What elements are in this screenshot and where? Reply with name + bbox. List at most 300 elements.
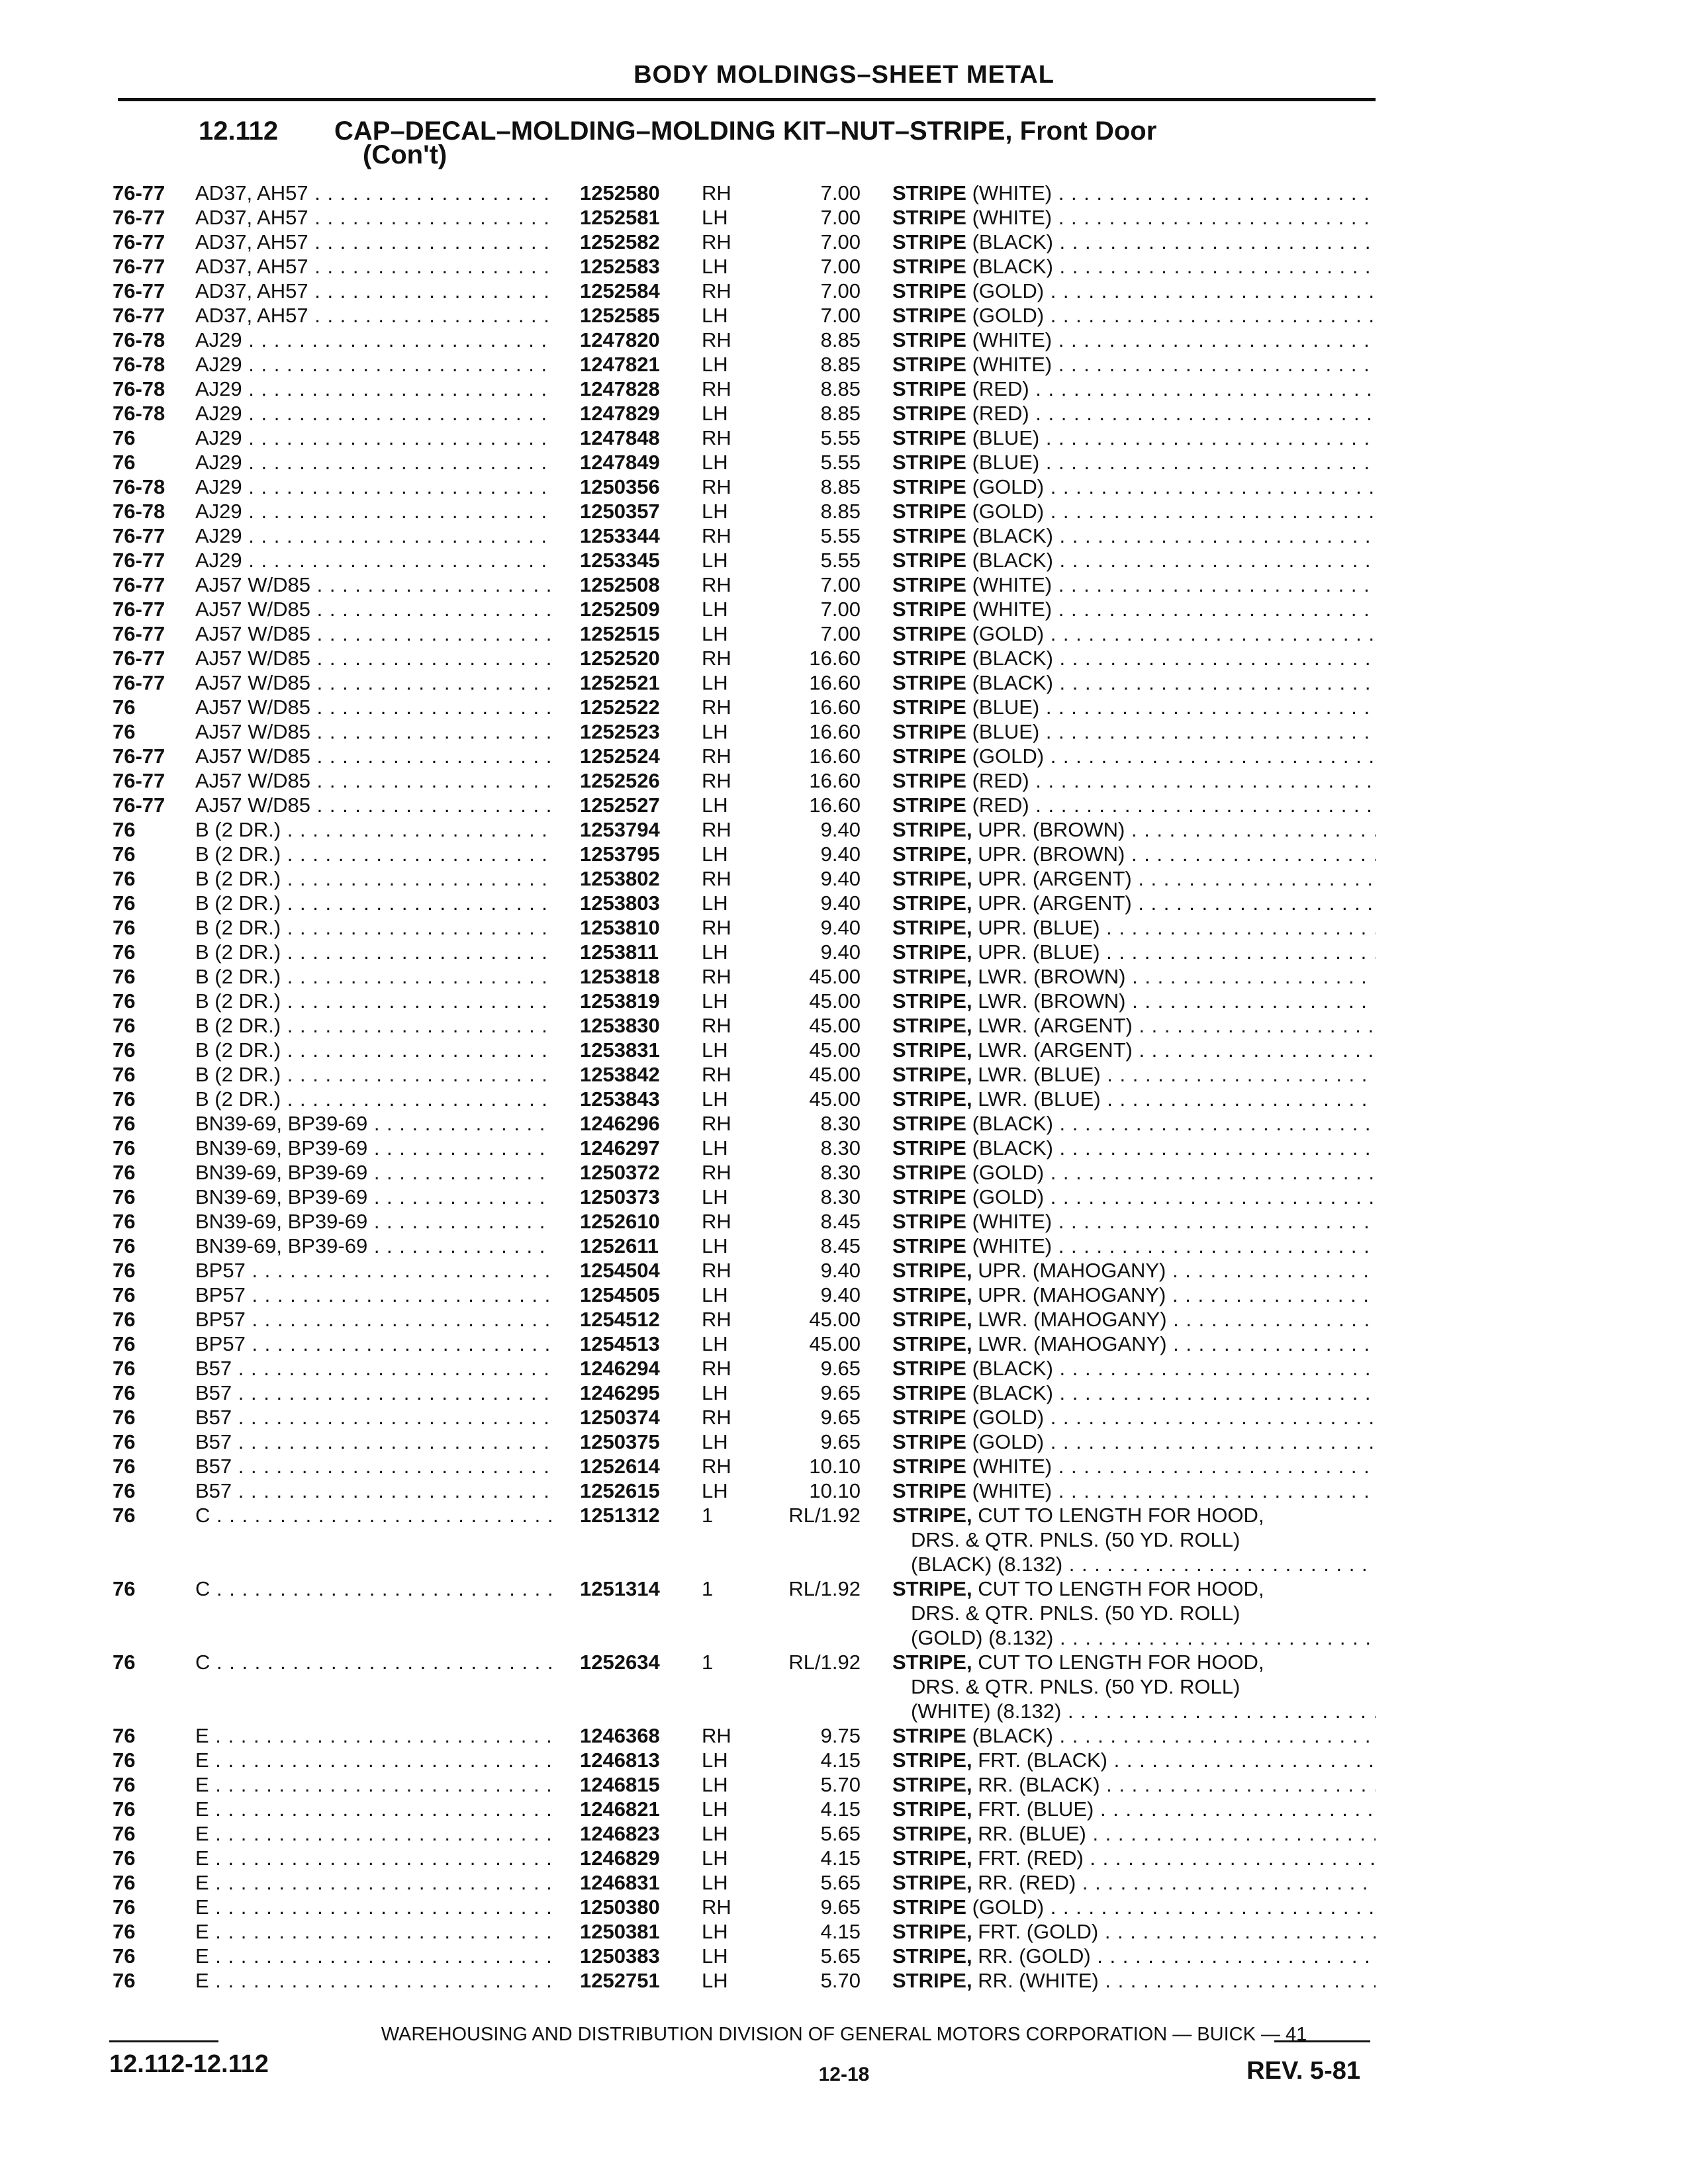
side-cell: LH	[702, 671, 728, 694]
side-cell: LH	[702, 1136, 728, 1160]
model-cell: AJ29 . . .	[195, 450, 553, 475]
description-cell	[892, 1968, 1376, 1993]
side-cell: LH	[702, 1797, 728, 1821]
model-cell: AJ29 . . .	[195, 475, 553, 499]
part-number-cell: 1252610	[580, 1210, 660, 1233]
description-cell	[892, 1356, 1376, 1381]
description-line: STRIPE (BLACK) . . .	[892, 646, 1376, 670]
description-cell	[892, 1258, 1376, 1283]
part-number-cell: 1253843	[580, 1087, 660, 1111]
description-line: STRIPE (GOLD) . . .	[892, 499, 1376, 523]
description-cell	[892, 401, 1376, 426]
description-cell	[892, 1944, 1376, 1968]
description-cell	[892, 891, 1376, 915]
description-line: DRS. & QTR. PNLS. (50 YD. ROLL)	[911, 1528, 1241, 1551]
model-cell: C . . .	[195, 1576, 553, 1601]
side-cell: RH	[702, 916, 731, 939]
price-cell: 16.60	[809, 696, 861, 719]
description-keyword: STRIPE	[892, 745, 966, 768]
price-cell: 16.60	[809, 671, 861, 694]
description-line: STRIPE, UPR. (ARGENT) . . .	[892, 866, 1376, 891]
side-cell: LH	[702, 891, 728, 915]
model-cell: B (2 DR.) . . .	[195, 1062, 553, 1087]
description-cell	[892, 670, 1376, 695]
side-cell: LH	[702, 989, 728, 1013]
description-keyword: STRIPE,	[892, 1063, 972, 1086]
description-cell	[892, 1650, 1376, 1723]
side-cell: LH	[702, 1430, 728, 1453]
model-cell: B (2 DR.) . . .	[195, 1013, 553, 1038]
part-number-cell: 1246821	[580, 1797, 660, 1821]
model-cell: E . . .	[195, 1821, 553, 1846]
side-cell: RH	[702, 1455, 731, 1478]
part-number-cell: 1254513	[580, 1332, 660, 1355]
model-cell: AJ57 W/D85 . . .	[195, 719, 553, 744]
model-cell: AJ57 W/D85 . . .	[195, 621, 553, 646]
year-cell: 76	[113, 891, 136, 915]
price-cell: 45.00	[809, 1308, 861, 1331]
description-cell	[892, 1503, 1376, 1576]
model-cell: AJ57 W/D85 . . .	[195, 670, 553, 695]
description-keyword: STRIPE,	[892, 1797, 972, 1821]
year-cell: 76	[113, 1969, 136, 1992]
description-keyword: STRIPE,	[892, 1283, 972, 1306]
description-cell	[892, 1405, 1376, 1430]
part-number-cell: 1253819	[580, 989, 660, 1013]
price-cell: 5.65	[820, 1871, 861, 1894]
description-line: STRIPE (WHITE) . . .	[892, 1479, 1376, 1503]
description-cell	[892, 793, 1376, 817]
description-cell	[892, 1454, 1376, 1479]
description-line: STRIPE (BLACK) . . .	[892, 670, 1376, 695]
description-cell	[892, 1332, 1376, 1356]
description-line: STRIPE (BLACK) . . .	[892, 1136, 1376, 1160]
price-cell: 8.85	[820, 500, 861, 523]
price-cell: 10.10	[809, 1479, 861, 1502]
description-cell	[892, 1307, 1376, 1332]
model-cell: E . . .	[195, 1723, 553, 1748]
year-cell: 76	[113, 1185, 136, 1208]
description-cell	[892, 548, 1376, 572]
year-cell: 76-77	[113, 622, 165, 645]
description-keyword: STRIPE	[892, 1112, 966, 1135]
description-keyword: STRIPE,	[892, 1944, 972, 1968]
part-number-cell: 1246296	[580, 1112, 660, 1135]
price-cell: 5.65	[820, 1822, 861, 1845]
description-line: STRIPE, UPR. (BROWN) . . .	[892, 842, 1376, 866]
description-keyword: STRIPE,	[892, 1038, 972, 1062]
price-cell: 7.00	[820, 181, 861, 205]
model-cell: C . . .	[195, 1650, 553, 1674]
year-cell: 76	[113, 1112, 136, 1135]
year-cell: 76-77	[113, 647, 165, 670]
model-cell: E . . .	[195, 1846, 553, 1870]
year-cell: 76-78	[113, 328, 165, 351]
part-number-cell: 1252582	[580, 230, 660, 253]
description-line: STRIPE, LWR. (BLUE) . . .	[892, 1062, 1376, 1087]
price-cell: 5.70	[820, 1969, 861, 1992]
description-keyword: STRIPE	[892, 647, 966, 670]
description-cell	[892, 1723, 1376, 1748]
part-number-cell: 1252520	[580, 647, 660, 670]
year-cell: 76	[113, 1920, 136, 1943]
price-cell: 9.40	[820, 891, 861, 915]
year-cell: 76	[113, 1430, 136, 1453]
description-cell	[892, 768, 1376, 793]
description-cell	[892, 426, 1376, 450]
description-cell	[892, 1430, 1376, 1454]
description-keyword: STRIPE,	[892, 1822, 972, 1845]
model-cell: B57 . . .	[195, 1479, 553, 1503]
year-cell: 76	[113, 1577, 136, 1600]
description-keyword: STRIPE,	[892, 1577, 972, 1600]
part-number-cell: 1246368	[580, 1724, 660, 1747]
description-keyword: STRIPE,	[892, 989, 972, 1013]
description-line: STRIPE (WHITE) . . .	[892, 1454, 1376, 1479]
model-cell: AD37, AH57 . . .	[195, 205, 553, 230]
description-line: STRIPE (RED) . . .	[892, 401, 1376, 426]
part-number-cell: 1253802	[580, 867, 660, 890]
year-cell: 76	[113, 1846, 136, 1870]
description-line: STRIPE, CUT TO LENGTH FOR HOOD,	[892, 1504, 1264, 1527]
description-cell	[892, 1209, 1376, 1234]
description-line: (BLACK) (8.132) . . .	[892, 1552, 1376, 1576]
model-cell: AD37, AH57 . . .	[195, 303, 553, 328]
description-line: STRIPE (GOLD) . . .	[892, 1430, 1376, 1454]
side-cell: RH	[702, 573, 731, 596]
year-cell: 76-77	[113, 255, 165, 278]
model-cell: AJ57 W/D85 . . .	[195, 572, 553, 597]
description-keyword: STRIPE,	[892, 1920, 972, 1943]
description-cell	[892, 303, 1376, 328]
year-cell: 76	[113, 1283, 136, 1306]
part-number-cell: 1253795	[580, 842, 660, 866]
description-cell	[892, 499, 1376, 523]
description-line: STRIPE (BLACK) . . .	[892, 1723, 1376, 1748]
part-number-cell: 1253830	[580, 1014, 660, 1037]
description-cell	[892, 964, 1376, 989]
description-line: STRIPE, LWR. (ARGENT) . . .	[892, 1038, 1376, 1062]
section-number: 12.112	[199, 116, 279, 146]
year-cell: 76-78	[113, 353, 165, 376]
year-cell: 76-77	[113, 794, 165, 817]
model-cell: BN39-69, BP39-69 . . .	[195, 1111, 553, 1136]
description-line: STRIPE, LWR. (ARGENT) . . .	[892, 1013, 1376, 1038]
model-cell: E . . .	[195, 1870, 553, 1895]
price-cell: 7.00	[820, 304, 861, 327]
year-cell: 76-77	[113, 181, 165, 205]
price-cell: 5.55	[820, 451, 861, 474]
side-cell: LH	[702, 353, 728, 376]
year-cell: 76-77	[113, 304, 165, 327]
side-cell: LH	[702, 1087, 728, 1111]
model-cell: BN39-69, BP39-69 . . .	[195, 1234, 553, 1258]
description-line: STRIPE (GOLD) . . .	[892, 303, 1376, 328]
side-cell: RH	[702, 745, 731, 768]
description-line: (WHITE) (8.132) . . .	[892, 1699, 1376, 1723]
model-cell: C . . .	[195, 1503, 553, 1527]
description-keyword: STRIPE	[892, 1234, 966, 1257]
year-cell: 76	[113, 1136, 136, 1160]
model-cell: BP57 . . .	[195, 1258, 553, 1283]
model-cell: BP57 . . .	[195, 1332, 553, 1356]
part-number-cell: 1250381	[580, 1920, 660, 1943]
year-cell: 76-77	[113, 230, 165, 253]
price-cell: 45.00	[809, 1087, 861, 1111]
side-cell: RH	[702, 1406, 731, 1429]
description-keyword: STRIPE,	[892, 1651, 972, 1674]
price-cell: 9.75	[820, 1724, 861, 1747]
part-number-cell: 1252615	[580, 1479, 660, 1502]
side-cell: RH	[702, 524, 731, 547]
side-cell: LH	[702, 622, 728, 645]
description-keyword: STRIPE	[892, 1161, 966, 1184]
description-keyword: STRIPE	[892, 353, 966, 376]
model-cell: AJ57 W/D85 . . .	[195, 695, 553, 719]
description-keyword: STRIPE,	[892, 1308, 972, 1331]
model-cell: B (2 DR.) . . .	[195, 964, 553, 989]
year-cell: 76	[113, 1797, 136, 1821]
description-keyword: STRIPE	[892, 1455, 966, 1478]
side-cell: LH	[702, 598, 728, 621]
description-keyword: STRIPE	[892, 1136, 966, 1160]
side-cell: RH	[702, 1161, 731, 1184]
part-number-cell: 1253810	[580, 916, 660, 939]
description-cell	[892, 1479, 1376, 1503]
side-cell: LH	[702, 842, 728, 866]
description-keyword: STRIPE	[892, 622, 966, 645]
side-cell: LH	[702, 206, 728, 229]
description-cell	[892, 1038, 1376, 1062]
year-cell: 76	[113, 1087, 136, 1111]
model-cell: AD37, AH57 . . .	[195, 181, 553, 205]
description-line: STRIPE (GOLD) . . .	[892, 1895, 1376, 1919]
description-line: STRIPE (BLACK) . . .	[892, 230, 1376, 254]
description-keyword: STRIPE	[892, 304, 966, 327]
year-cell: 76	[113, 1210, 136, 1233]
description-cell	[892, 940, 1376, 964]
year-cell: 76	[113, 1259, 136, 1282]
side-cell: LH	[702, 1969, 728, 1992]
description-cell	[892, 1185, 1376, 1209]
description-line: STRIPE (BLACK) . . .	[892, 523, 1376, 548]
price-cell: 8.85	[820, 328, 861, 351]
year-cell: 76	[113, 1895, 136, 1919]
model-cell: B (2 DR.) . . .	[195, 842, 553, 866]
description-keyword: STRIPE	[892, 720, 966, 743]
part-number-cell: 1254512	[580, 1308, 660, 1331]
price-cell: 8.30	[820, 1185, 861, 1208]
year-cell: 76-77	[113, 573, 165, 596]
side-cell: LH	[702, 402, 728, 425]
part-number-cell: 1252751	[580, 1969, 660, 1992]
side-cell: RH	[702, 426, 731, 449]
description-keyword: STRIPE,	[892, 1871, 972, 1894]
year-cell: 76	[113, 696, 136, 719]
side-cell: 1	[702, 1577, 714, 1600]
price-cell: 8.30	[820, 1161, 861, 1184]
description-line: STRIPE, UPR. (MAHOGANY) . . .	[892, 1258, 1376, 1283]
year-cell: 76-77	[113, 206, 165, 229]
year-cell: 76	[113, 1504, 136, 1527]
description-line: STRIPE (BLUE) . . .	[892, 719, 1376, 744]
description-line: STRIPE, UPR. (BLUE) . . .	[892, 940, 1376, 964]
description-line: STRIPE (WHITE) . . .	[892, 205, 1376, 230]
description-keyword: STRIPE	[892, 1430, 966, 1453]
part-number-cell: 1251312	[580, 1504, 660, 1527]
description-line: STRIPE (BLUE) . . .	[892, 695, 1376, 719]
description-cell	[892, 866, 1376, 891]
model-cell: BP57 . . .	[195, 1307, 553, 1332]
side-cell: LH	[702, 1773, 728, 1796]
price-cell: 8.85	[820, 353, 861, 376]
price-cell: 5.55	[820, 426, 861, 449]
description-keyword: STRIPE,	[892, 891, 972, 915]
header-rule	[118, 98, 1376, 101]
year-cell: 76-78	[113, 377, 165, 400]
model-cell: B57 . . .	[195, 1405, 553, 1430]
price-cell: 9.65	[820, 1406, 861, 1429]
description-line: STRIPE, FRT. (RED) . . .	[892, 1846, 1376, 1870]
year-cell: 76	[113, 1381, 136, 1404]
side-cell: RH	[702, 1308, 731, 1331]
description-line: STRIPE, FRT. (GOLD) . . .	[892, 1919, 1376, 1944]
price-cell: 4.15	[820, 1920, 861, 1943]
part-number-cell: 1252581	[580, 206, 660, 229]
part-number-cell: 1252580	[580, 181, 660, 205]
description-cell	[892, 523, 1376, 548]
year-cell: 76-77	[113, 524, 165, 547]
description-line: STRIPE (BLACK) . . .	[892, 1381, 1376, 1405]
footer-range: 12.112-12.112	[109, 2050, 269, 2078]
side-cell: LH	[702, 720, 728, 743]
price-cell: 7.00	[820, 598, 861, 621]
price-cell: 9.65	[820, 1357, 861, 1380]
model-cell: AJ29 . . .	[195, 401, 553, 426]
part-number-cell: 1252522	[580, 696, 660, 719]
price-cell: 16.60	[809, 745, 861, 768]
part-number-cell: 1252526	[580, 769, 660, 792]
part-number-cell: 1246813	[580, 1749, 660, 1772]
description-keyword: STRIPE,	[892, 1846, 972, 1870]
description-line: STRIPE (WHITE) . . .	[892, 1234, 1376, 1258]
side-cell: RH	[702, 230, 731, 253]
price-cell: 9.40	[820, 842, 861, 866]
part-number-cell: 1250372	[580, 1161, 660, 1184]
model-cell: AJ29 . . .	[195, 548, 553, 572]
description-cell	[892, 181, 1376, 205]
side-cell: LH	[702, 1871, 728, 1894]
side-cell: RH	[702, 475, 731, 498]
price-cell: 8.85	[820, 377, 861, 400]
year-cell: 76	[113, 842, 136, 866]
part-number-cell: 1246294	[580, 1357, 660, 1380]
description-cell	[892, 989, 1376, 1013]
side-cell: LH	[702, 1185, 728, 1208]
side-cell: LH	[702, 940, 728, 964]
model-cell: AD37, AH57 . . .	[195, 230, 553, 254]
part-number-cell: 1252524	[580, 745, 660, 768]
part-number-cell: 1253818	[580, 965, 660, 988]
price-cell: 45.00	[809, 1332, 861, 1355]
model-cell: B (2 DR.) . . .	[195, 891, 553, 915]
description-keyword: STRIPE,	[892, 940, 972, 964]
year-cell: 76-78	[113, 500, 165, 523]
price-cell: 5.55	[820, 524, 861, 547]
description-keyword: STRIPE	[892, 671, 966, 694]
part-number-cell: 1250383	[580, 1944, 660, 1968]
description-keyword: STRIPE	[892, 1210, 966, 1233]
description-line: STRIPE (BLUE) . . .	[892, 426, 1376, 450]
price-cell: RL/1.92	[788, 1504, 861, 1527]
price-cell: 45.00	[809, 1063, 861, 1086]
description-keyword: STRIPE,	[892, 1259, 972, 1282]
description-line: STRIPE (WHITE) . . .	[892, 181, 1376, 205]
side-cell: RH	[702, 1259, 731, 1282]
model-cell: E . . .	[195, 1919, 553, 1944]
description-cell	[892, 450, 1376, 475]
price-cell: 16.60	[809, 794, 861, 817]
model-cell: AD37, AH57 . . .	[195, 279, 553, 303]
description-cell	[892, 719, 1376, 744]
side-cell: LH	[702, 1038, 728, 1062]
year-cell: 76	[113, 916, 136, 939]
description-keyword: STRIPE	[892, 1357, 966, 1380]
part-number-cell: 1246829	[580, 1846, 660, 1870]
price-cell: 16.60	[809, 647, 861, 670]
side-cell: RH	[702, 1895, 731, 1919]
description-keyword: STRIPE	[892, 377, 966, 400]
description-keyword: STRIPE	[892, 794, 966, 817]
description-line: DRS. & QTR. PNLS. (50 YD. ROLL)	[911, 1675, 1241, 1698]
description-line: STRIPE (GOLD) . . .	[892, 1160, 1376, 1185]
description-cell	[892, 254, 1376, 279]
description-keyword: STRIPE,	[892, 818, 972, 841]
price-cell: 16.60	[809, 720, 861, 743]
side-cell: RH	[702, 328, 731, 351]
model-cell: B (2 DR.) . . .	[195, 940, 553, 964]
description-line: STRIPE, RR. (BLACK) . . .	[892, 1772, 1376, 1797]
part-number-cell: 1252611	[580, 1234, 659, 1257]
side-cell: LH	[702, 451, 728, 474]
model-cell: AJ29 . . .	[195, 352, 553, 377]
description-keyword: STRIPE	[892, 328, 966, 351]
part-number-cell: 1252584	[580, 279, 660, 302]
description-keyword: STRIPE	[892, 181, 966, 205]
model-cell: AJ57 W/D85 . . .	[195, 597, 553, 621]
part-number-cell: 1253811	[580, 940, 659, 964]
footer-revision: REV. 5-81	[1246, 2057, 1360, 2085]
model-cell: AJ29 . . .	[195, 523, 553, 548]
year-cell: 76	[113, 1308, 136, 1331]
model-cell: B57 . . .	[195, 1381, 553, 1405]
side-cell: LH	[702, 549, 728, 572]
description-line: STRIPE, LWR. (BLUE) . . .	[892, 1087, 1376, 1111]
description-keyword: STRIPE,	[892, 1773, 972, 1796]
model-cell: B (2 DR.) . . .	[195, 817, 553, 842]
price-cell: 9.40	[820, 1283, 861, 1306]
side-cell: LH	[702, 1332, 728, 1355]
price-cell: 45.00	[809, 1014, 861, 1037]
model-cell: BN39-69, BP39-69 . . .	[195, 1185, 553, 1209]
description-line: STRIPE, UPR. (ARGENT) . . .	[892, 891, 1376, 915]
part-number-cell: 1252509	[580, 598, 660, 621]
description-cell	[892, 1821, 1376, 1846]
model-cell: AJ57 W/D85 . . .	[195, 646, 553, 670]
side-cell: RH	[702, 769, 731, 792]
price-cell: 8.85	[820, 402, 861, 425]
section-title: CAP–DECAL–MOLDING–MOLDING KIT–NUT–STRIPE, Front Door	[334, 116, 1157, 146]
